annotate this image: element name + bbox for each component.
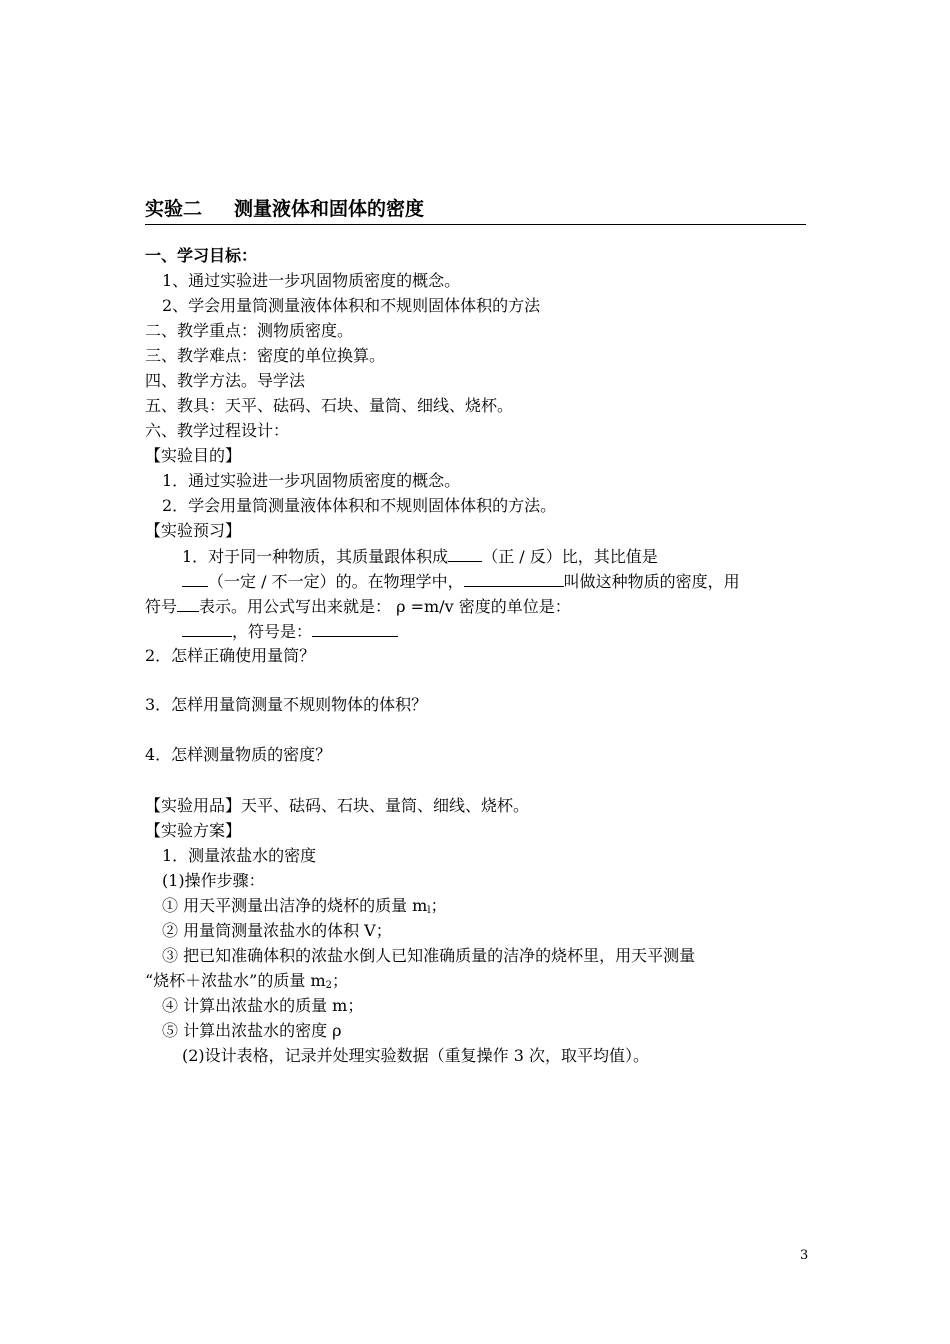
supplies-line: 【实验用品】天平、砝码、石块、量筒、细线、烧杯。 [145, 796, 530, 815]
plan-item: 1．测量浓盐水的密度 [162, 846, 317, 865]
purpose-item: 2．学会用量筒测量液体体积和不规则固体体积的方法。 [162, 496, 557, 515]
purpose-heading: 【实验目的】 [145, 446, 242, 465]
fill-blank [182, 620, 232, 637]
objective-item: 1、通过实验进一步巩固物质密度的概念。 [162, 271, 461, 290]
tools-line: 五、教具：天平、砝码、石块、量筒、细线、烧杯。 [145, 396, 514, 415]
preview-line-2: （一定 / 不一定）的。在物理学中， 叫做这种物质的密度，用 [182, 570, 740, 593]
question-item: 2．怎样正确使用量筒？ [145, 646, 316, 665]
question-item: 4．怎样测量物质的密度？ [145, 745, 332, 764]
key-point-line: 二、教学重点：测物质密度。 [145, 321, 354, 340]
objective-item: 2、学会用量筒测量液体体积和不规则固体体积的方法 [162, 296, 541, 315]
fill-blank [177, 595, 199, 612]
title-topic: 测量液体和固体的密度 [234, 198, 425, 220]
preview-line-3: 符号 表示。用公式写出来就是： ρ =m/v 密度的单位是： [145, 597, 571, 616]
steps-heading: (1)操作步骤： [162, 871, 265, 890]
page-title [145, 196, 806, 225]
fill-blank [312, 620, 398, 637]
preview-heading: 【实验预习】 [145, 521, 242, 540]
step-3: ③ 把已知准确体积的浓盐水倒人已知准确质量的洁净的烧杯里，用天平测量 [162, 946, 696, 965]
process-line: 六、教学过程设计： [145, 421, 290, 440]
step-1: ① 用天平测量出洁净的烧杯的质量 $m_l$； [162, 896, 447, 916]
plan-heading: 【实验方案】 [145, 821, 242, 840]
difficulty-line: 三、教学难点：密度的单位换算。 [145, 346, 386, 365]
step-3-continued: “烧杯＋浓盐水”的质量 $m_2$； [145, 971, 349, 991]
question-item: 3．怎样用量筒测量不规则物体的体积？ [145, 695, 428, 714]
objectives-heading: 一、学习目标： [145, 246, 258, 265]
step-5: ⑤ 计算出浓盐水的密度 ρ [162, 1021, 342, 1040]
step-2: ② 用量筒测量浓盐水的体积 V； [162, 921, 392, 940]
method-line: 四、教学方法。导学法 [145, 371, 306, 390]
page-number: 3 [800, 1248, 809, 1263]
preview-line-4: ，符号是： [182, 620, 398, 643]
purpose-item: 1．通过实验进一步巩固物质密度的概念。 [162, 471, 461, 490]
table-instruction: (2)设计表格，记录并处理实验数据（重复操作 3 次，取平均值）。 [182, 1046, 650, 1065]
fill-blank [182, 570, 208, 587]
step-4: ④ 计算出浓盐水的质量 m； [162, 996, 364, 1015]
title-experiment-number: 实验二 [145, 198, 203, 220]
fill-blank [464, 570, 564, 587]
preview-line-1: 1．对于同一种物质，其质量跟体积成 （正 / 反）比，其比值是 [182, 547, 658, 566]
fill-blank [448, 545, 482, 562]
